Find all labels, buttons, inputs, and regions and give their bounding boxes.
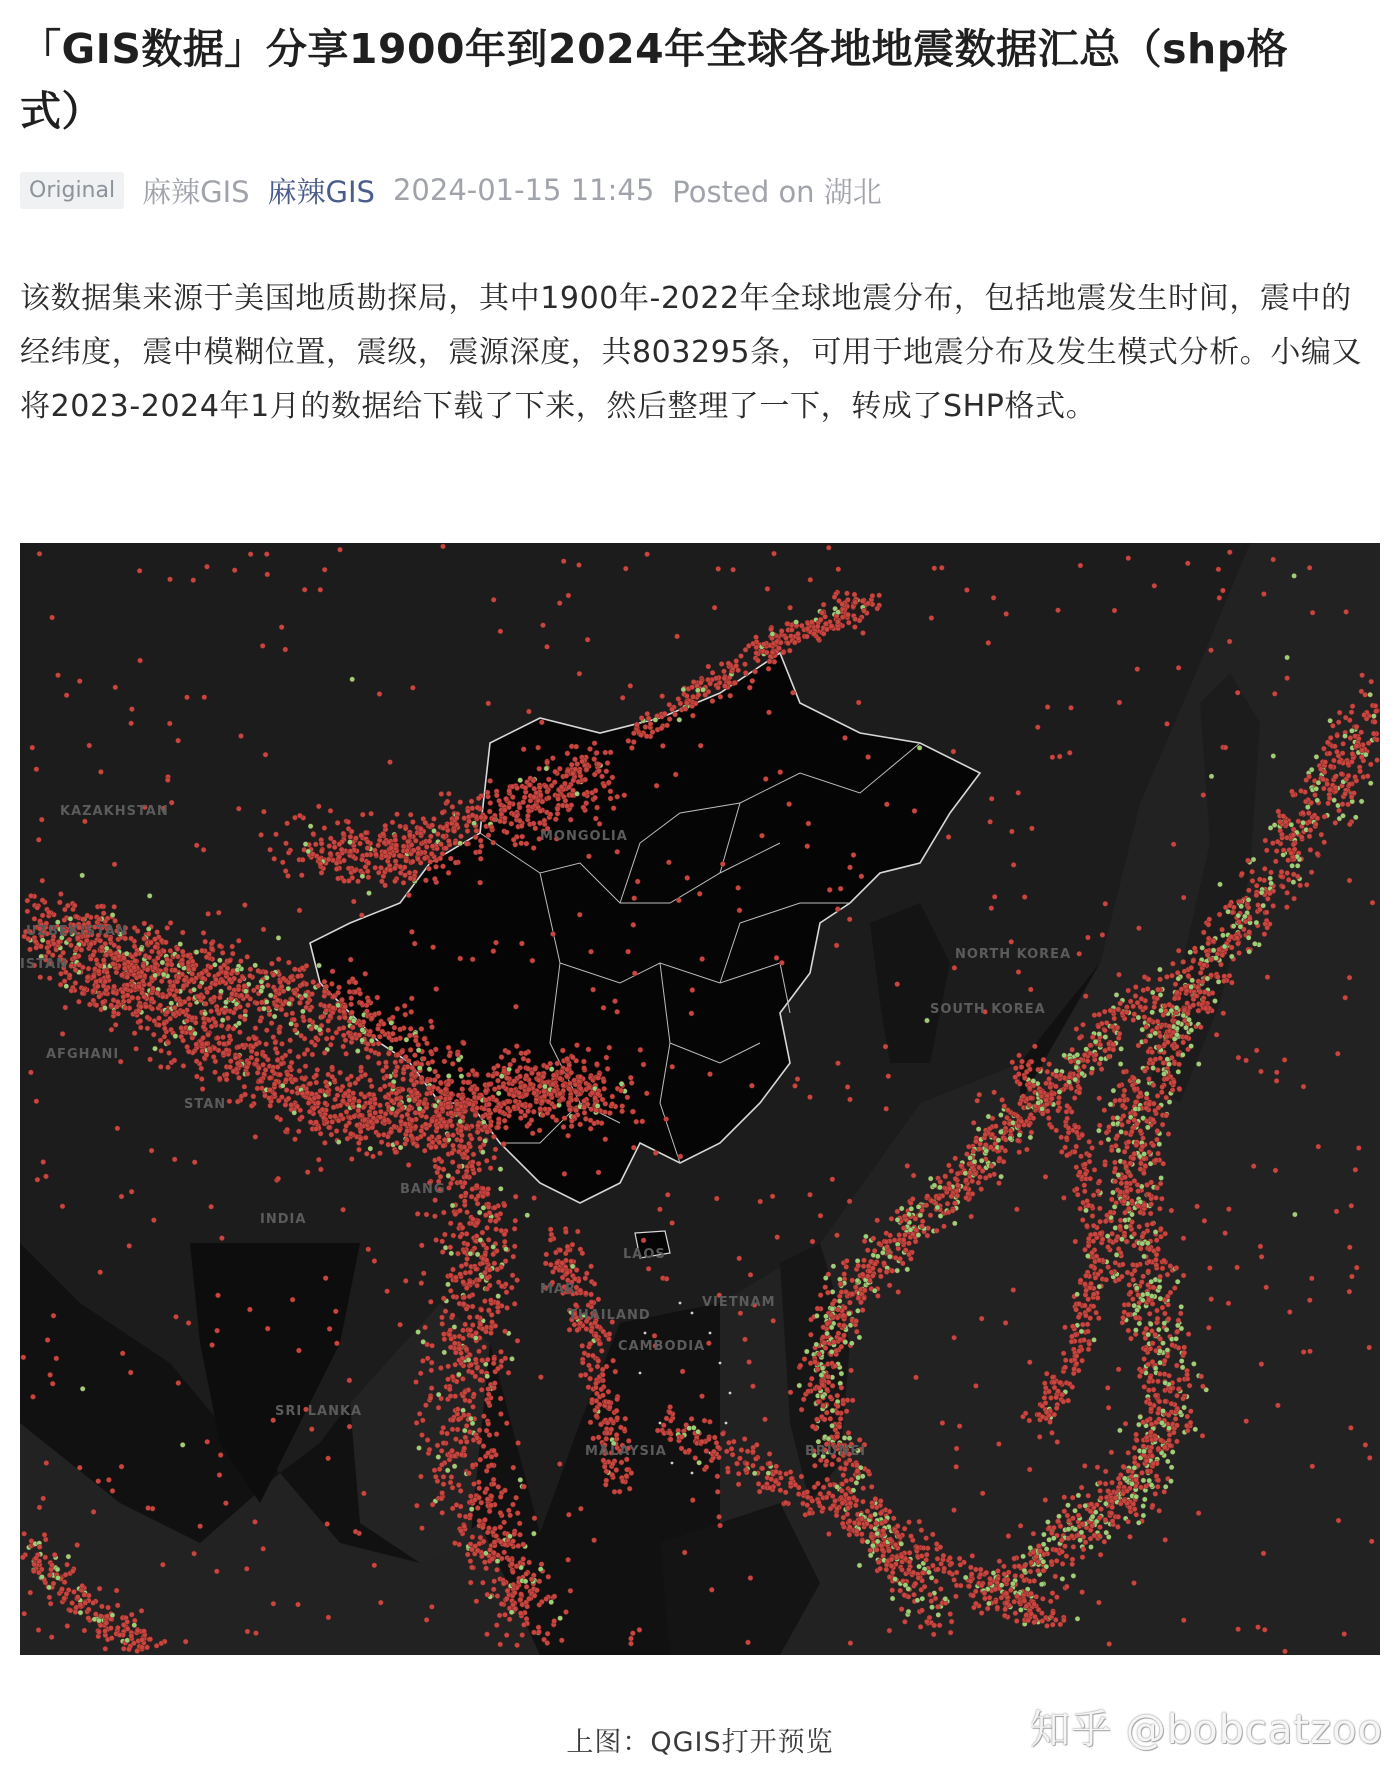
label-sri-lanka: SRI LANKA [275, 1404, 363, 1419]
label-kazakhstan: KAZAKHSTAN [60, 804, 169, 819]
earthquake-map-image[interactable] [20, 543, 1380, 1655]
earthquake-map [20, 543, 1380, 1655]
post-location: Posted on 湖北 [672, 174, 882, 209]
column-link[interactable]: 麻辣GIS [267, 174, 375, 209]
article-meta [20, 170, 882, 210]
label-istan: ISTAN [20, 957, 68, 972]
zhihu-watermark: 知乎 @bobcatzoo [1030, 1707, 1384, 1753]
label-brunei: BRUNEI [805, 1444, 867, 1459]
post-datetime: 2024-01-15 11:45 [392, 173, 655, 207]
image-caption: 上图：QGIS打开预览 [566, 1727, 834, 1758]
label-afghani: AFGHANI [46, 1047, 120, 1062]
label-laos: LAOS [623, 1247, 666, 1262]
label-malaysia: MALAYSIA [585, 1444, 667, 1459]
label-uzbekistan: UZBEKISTAN [26, 924, 128, 939]
label-stan: STAN [184, 1097, 227, 1112]
label-vietnam: VIETNAM [702, 1295, 776, 1310]
original-badge: Original [20, 172, 124, 209]
label-mongolia: MONGOLIA [540, 829, 628, 844]
label-north-korea: NORTH KOREA [955, 947, 1072, 962]
label-cambodia: CAMBODIA [618, 1339, 706, 1354]
label-mar: MAR [540, 1282, 577, 1297]
label-south-korea: SOUTH KOREA [930, 1002, 1046, 1017]
article-body: 该数据集来源于美国地质勘探局，其中1900年-2022年全球地震分布，包括地震发生时间，震中的经纬度，震中模糊位置，震级，震源深度，共803295条，可用于地震分布及发生模式分析。小编又将2023-2024年1月的数据给下载了下来，然后整理了一下，转成了SHP格式。 [20, 281, 1363, 424]
label-thailand: THAILAND [568, 1308, 651, 1323]
label-india: INDIA [260, 1212, 307, 1227]
author-name[interactable]: 麻辣GIS [142, 174, 250, 209]
label-bang: BANG [400, 1182, 446, 1197]
article-title: 「GIS数据」分享1900年到2024年全球各地地震数据汇总（shp格式） [20, 25, 1289, 135]
